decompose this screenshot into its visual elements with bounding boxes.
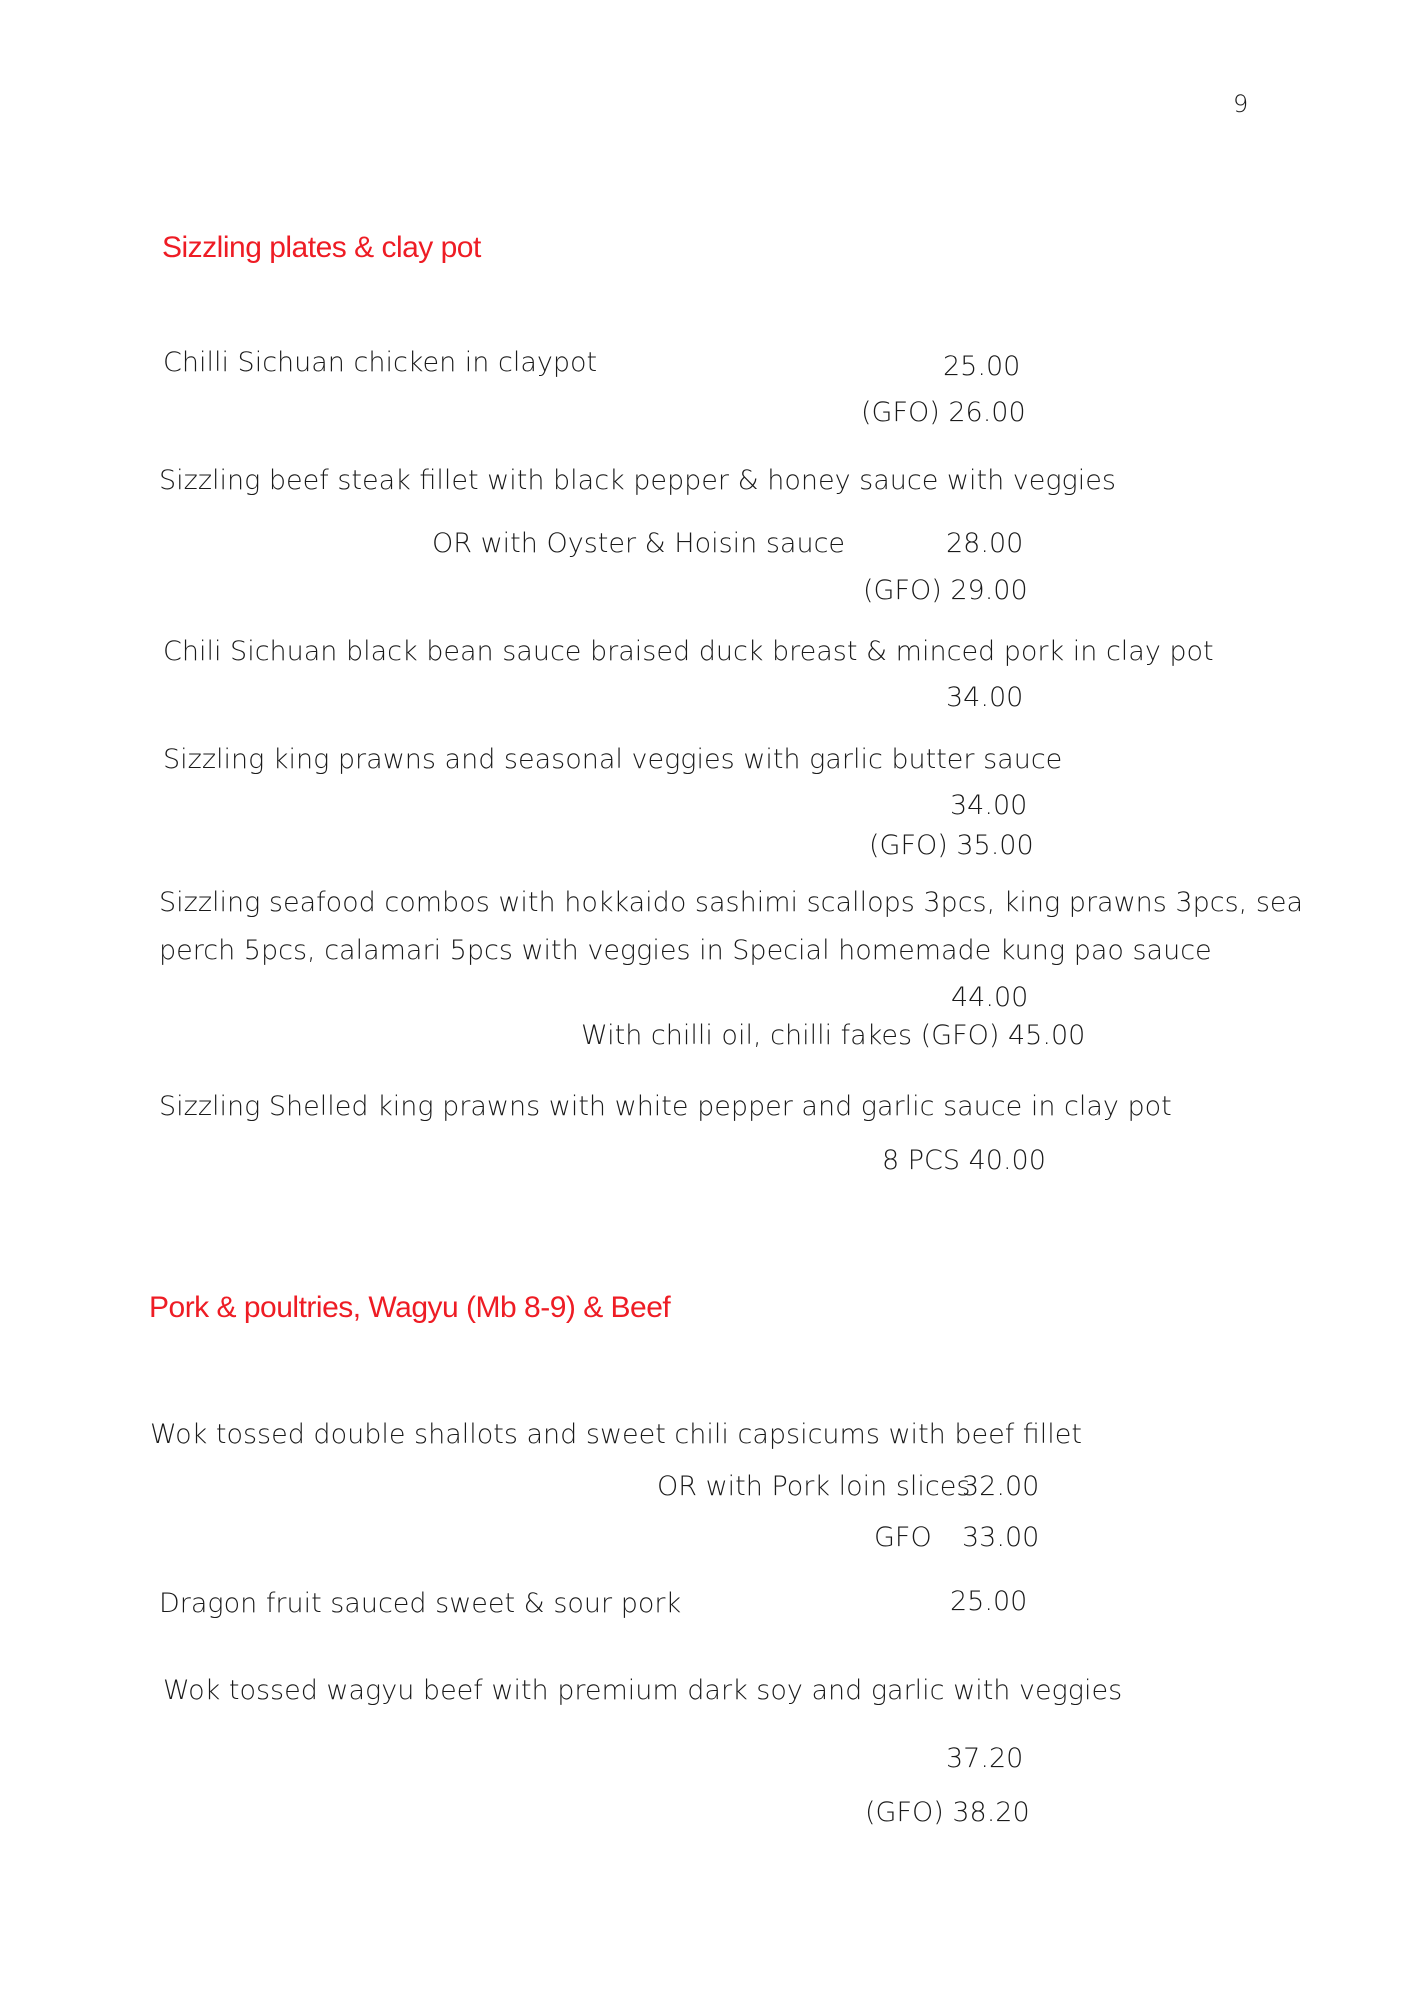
- section-heading-sizzling: Sizzling plates & clay pot: [162, 231, 481, 264]
- item-name: Sizzling beef steak fillet with black pepper & honey sauce with veggies: [159, 465, 1116, 496]
- item-gfo-price: (GFO) 35.00: [869, 830, 1034, 861]
- item-gfo-label: GFO: [874, 1522, 932, 1553]
- item-gfo-price: (GFO) 26.00: [861, 397, 1026, 428]
- item-price: 32.00: [962, 1471, 1040, 1502]
- item-option: OR with Oyster & Hoisin sauce: [432, 528, 846, 559]
- item-price: 25.00: [950, 1586, 1028, 1617]
- item-gfo-price: With chilli oil, chilli fakes (GFO) 45.00: [581, 1020, 1086, 1051]
- item-price: 37.20: [946, 1743, 1024, 1774]
- item-name: Chili Sichuan black bean sauce braised duck breast & minced pork in clay pot: [163, 636, 1214, 667]
- page-number: 9: [1233, 90, 1249, 118]
- item-price: 34.00: [946, 682, 1024, 713]
- item-price: 8 PCS 40.00: [882, 1145, 1046, 1176]
- item-name: Dragon fruit sauced sweet & sour pork: [159, 1588, 682, 1619]
- item-name: Chilli Sichuan chicken in claypot: [163, 347, 598, 378]
- item-option: OR with Pork loin slices: [657, 1471, 971, 1502]
- item-name: Wok tossed double shallots and sweet chili capsicums with beef fillet: [150, 1419, 1083, 1450]
- item-name: Wok tossed wagyu beef with premium dark soy and garlic with veggies: [163, 1675, 1123, 1706]
- item-name-line1: Sizzling seafood combos with hokkaido sashimi scallops 3pcs, king prawns 3pcs, sea: [159, 887, 1304, 918]
- item-price: 34.00: [950, 790, 1028, 821]
- item-name: Sizzling Shelled king prawns with white pepper and garlic sauce in clay pot: [159, 1091, 1172, 1122]
- item-name-line2: perch 5pcs, calamari 5pcs with veggies in Special homemade kung pao sauce: [159, 935, 1212, 966]
- item-price: 44.00: [951, 982, 1029, 1013]
- item-price: 25.00: [943, 351, 1021, 382]
- item-gfo-price: 33.00: [962, 1522, 1040, 1553]
- item-gfo-price: (GFO) 38.20: [865, 1797, 1030, 1828]
- item-name: Sizzling king prawns and seasonal veggies with garlic butter sauce: [163, 744, 1063, 775]
- item-price: 28.00: [946, 528, 1024, 559]
- item-gfo-price: (GFO) 29.00: [863, 575, 1028, 606]
- section-heading-pork-poultries: Pork & poultries, Wagyu (Mb 8-9) & Beef: [149, 1291, 671, 1324]
